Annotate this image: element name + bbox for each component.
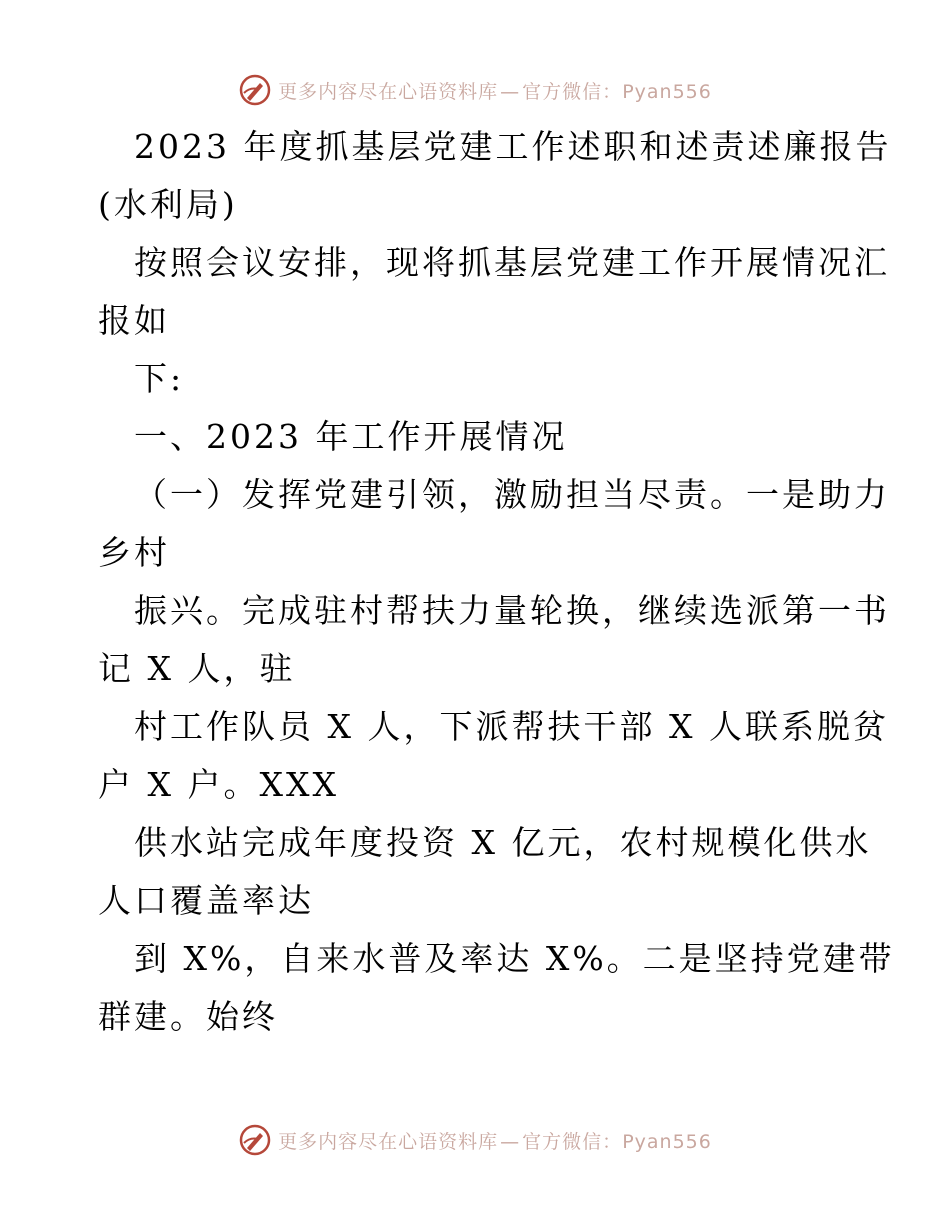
watermark-handle: Pyan556	[622, 80, 712, 103]
watermark-banner-top	[0, 70, 950, 110]
document-line: 户 X 户。XXX	[98, 765, 339, 804]
watermark-banner-bottom	[0, 1120, 950, 1160]
document-line: 振兴。完成驻村帮扶力量轮换，继续选派第一书	[134, 591, 890, 630]
document-line: 一、2023 年工作开展情况	[134, 417, 568, 456]
watermark-contact: 官方微信：	[522, 1130, 623, 1153]
watermark-contact: 官方微信：	[522, 80, 623, 103]
watermark-text	[278, 77, 712, 104]
document-line: 供水站完成年度投资 X 亿元，农村规模化供水	[134, 823, 872, 862]
pen-circle-logo-icon	[238, 1123, 272, 1157]
document-line: 村工作队员 X 人，下派帮扶干部 X 人联系脱贫	[134, 707, 889, 746]
document-line: 2023 年度抓基层党建工作述职和述责述廉报告	[134, 127, 892, 166]
watermark-title: 更多内容尽在心语资料库	[278, 1130, 499, 1153]
document-line: 乡村	[98, 533, 170, 572]
watermark-handle: Pyan556	[622, 1130, 712, 1153]
document-line: 群建。始终	[98, 997, 278, 1036]
document-line: (水利局)	[98, 185, 238, 224]
document-line: 人口覆盖率达	[98, 881, 314, 920]
watermark-text	[278, 1127, 712, 1154]
watermark-dash: —	[500, 1130, 521, 1153]
pen-circle-logo-icon	[238, 73, 272, 107]
document-line: 到 X%，自来水普及率达 X%。二是坚持党建带	[134, 939, 895, 978]
document-body	[98, 118, 895, 1046]
watermark-dash: —	[500, 80, 521, 103]
document-line: 报如	[98, 301, 170, 340]
document-line: 下:	[134, 359, 185, 398]
document-line: 按照会议安排，现将抓基层党建工作开展情况汇	[134, 243, 890, 282]
watermark-title: 更多内容尽在心语资料库	[278, 80, 499, 103]
document-line: 记 X 人，驻	[98, 649, 296, 688]
document-line: （一）发挥党建引领，激励担当尽责。一是助力	[134, 475, 890, 514]
